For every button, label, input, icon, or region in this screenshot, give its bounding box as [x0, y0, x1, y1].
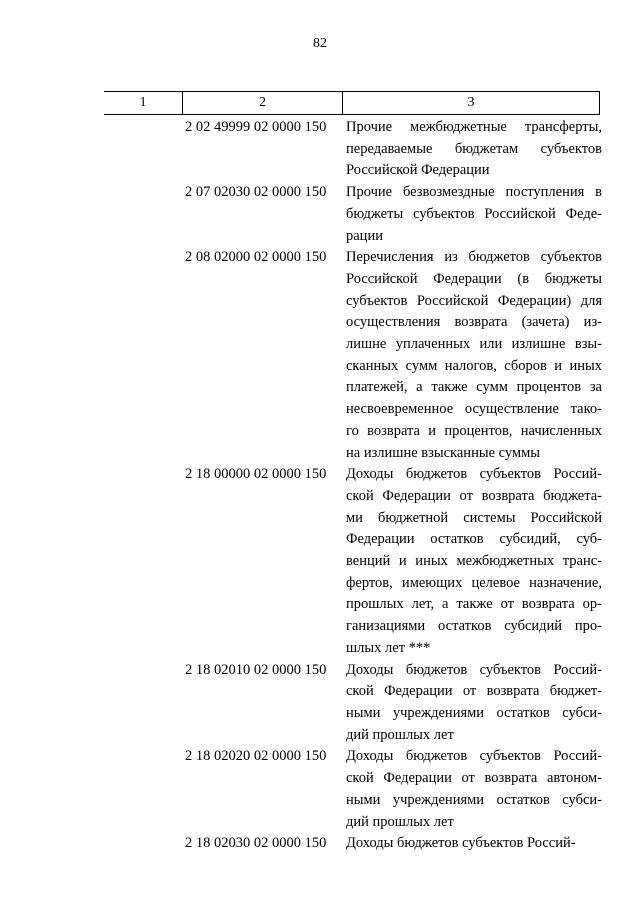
description-line: ской Федерации от возврата бюджет-	[346, 683, 602, 700]
revenue-description	[345, 247, 602, 464]
description-line: го возврата и процентов, начисленных	[346, 422, 602, 439]
description-line: несвоевременное осуществление тако-	[346, 401, 602, 418]
table-row	[182, 182, 602, 247]
description-line: Доходы бюджетов субъектов Россий-	[346, 748, 602, 765]
page-number: 82	[313, 36, 327, 51]
description-line: ными учреждениями остатков субси-	[346, 791, 602, 808]
description-line: осуществления возврата (зачета) из-	[346, 314, 602, 331]
column-header-1: 1	[139, 95, 147, 110]
description-line: Федерации остатков субсидий, суб-	[346, 531, 602, 548]
description-line: лишне уплаченных или излишне взы-	[346, 336, 602, 353]
description-line: фертов, имеющих целевое назначение,	[346, 574, 602, 591]
description-line: дий прошлых лет	[346, 726, 454, 743]
description-line: на излишне взысканные суммы	[346, 444, 541, 461]
description-line: шлых лет ***	[346, 639, 431, 656]
description-line: Доходы бюджетов субъектов Россий-	[346, 661, 602, 678]
description-line: рации	[346, 227, 383, 244]
description-line: дий прошлых лет	[346, 813, 454, 830]
budget-classification-code: 2 18 02020 02 0000 150	[185, 748, 327, 765]
budget-classification-code: 2 18 00000 02 0000 150	[185, 466, 327, 483]
description-line: Прочие безвозмездные поступления в	[346, 184, 602, 201]
table-row	[182, 117, 602, 182]
revenue-description	[345, 746, 602, 833]
table-row	[182, 464, 602, 659]
description-line: ганизациями остатков субсидий про-	[346, 618, 602, 635]
description-line: Российской Федерации	[346, 162, 490, 179]
description-line: прошлых лет, а также от возврата ор-	[346, 596, 602, 613]
description-line: Прочие межбюджетные трансферты,	[346, 119, 602, 135]
description-line: Перечисления из бюджетов субъектов	[346, 249, 602, 266]
description-line: бюджеты субъектов Российской Феде-	[346, 205, 602, 222]
description-line: платежей, а также сумм процентов за	[346, 379, 602, 396]
table-row	[182, 247, 602, 464]
table-row	[182, 833, 602, 855]
description-line: Доходы бюджетов субъектов Россий-	[346, 466, 602, 483]
description-line: Российской Федерации (в бюджеты	[346, 270, 602, 287]
description-line: ской Федерации от возврата автоном-	[346, 770, 602, 787]
description-line: ской Федерации от возврата бюджета-	[346, 487, 602, 504]
table-body	[182, 117, 602, 855]
revenue-description	[345, 117, 602, 182]
budget-classification-code: 2 02 49999 02 0000 150	[185, 119, 327, 135]
revenue-description	[345, 833, 602, 855]
budget-classification-code: 2 18 02010 02 0000 150	[185, 661, 327, 678]
table-header-row	[104, 91, 600, 115]
description-line: венций и иных межбюджетных транс-	[346, 553, 602, 570]
revenue-description	[345, 660, 602, 747]
column-header-2: 2	[182, 92, 342, 114]
description-line: сканных сумм налогов, сборов и иных	[346, 357, 602, 374]
description-line: передаваемые бюджетам субъектов	[346, 140, 602, 157]
table-row	[182, 660, 602, 747]
description-line: ми бюджетной системы Российской	[346, 509, 602, 526]
description-line: субъектов Российской Федерации) для	[346, 292, 602, 309]
revenue-description	[345, 464, 602, 659]
table-row	[182, 746, 602, 833]
description-line: Доходы бюджетов субъектов Россий-	[346, 835, 576, 852]
budget-classification-code: 2 07 02030 02 0000 150	[185, 184, 327, 201]
budget-classification-code: 2 18 02030 02 0000 150	[185, 835, 327, 852]
budget-classification-code: 2 08 02000 02 0000 150	[185, 249, 327, 266]
column-header-3: 3	[342, 92, 599, 114]
description-line: ными учреждениями остатков субси-	[346, 704, 602, 721]
revenue-description	[345, 182, 602, 247]
